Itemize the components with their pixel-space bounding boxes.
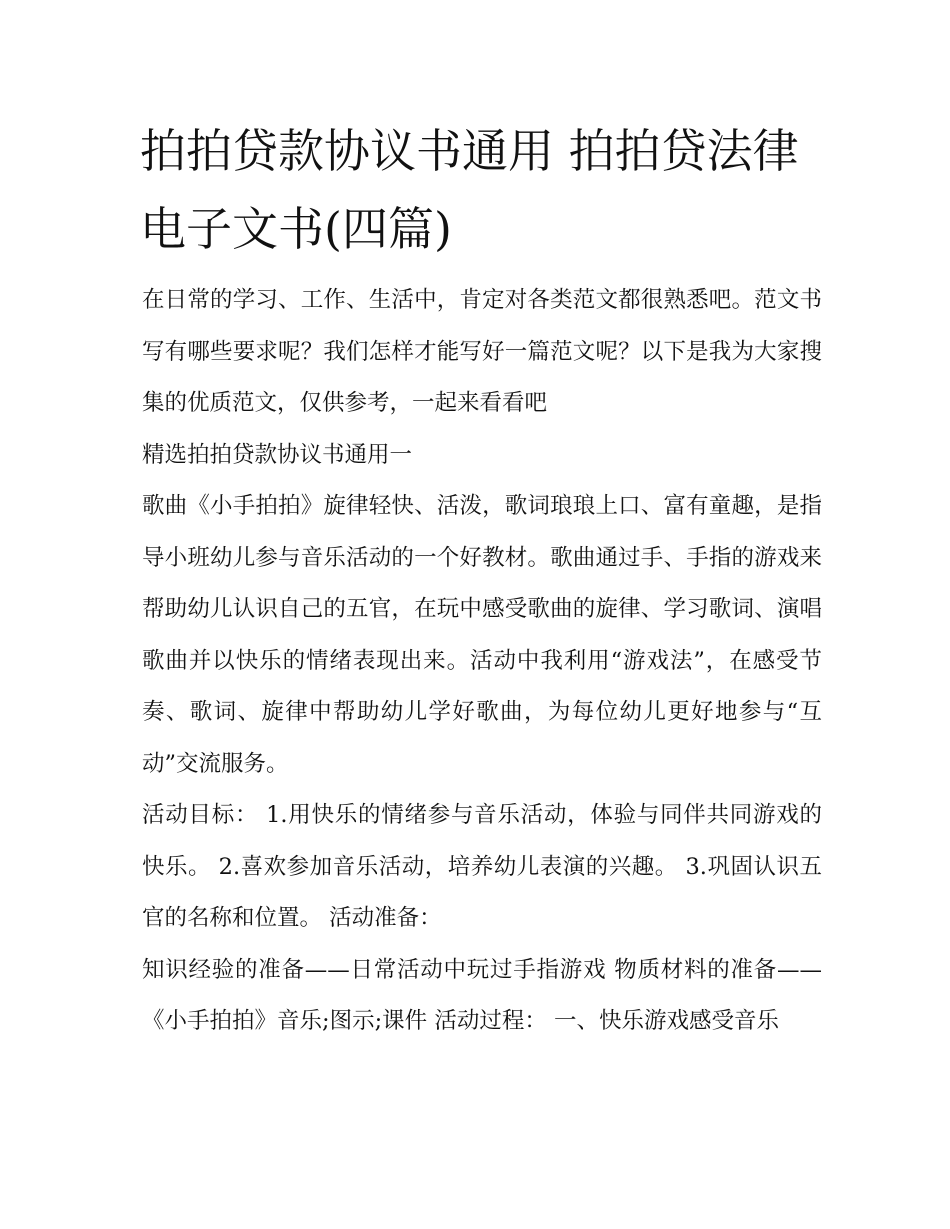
song-description-paragraph: 歌曲《小手拍拍》旋律轻快、活泼，歌词琅琅上口、富有童趣，是指导小班幼儿参与音乐活动的一个好教材。歌曲通过手、手指的游戏来帮助幼儿认识自己的五官，在玩中感受歌曲的旋律、学习歌词、演唱歌曲并以快乐的情绪表现出来。活动中我利用“游戏法”，在感受节奏、歌词、旋律中帮助幼儿学好歌曲，为每位幼儿更好地参与“互动”交流服务。 xyxy=(142,493,822,777)
activity-preparation-paragraph: 知识经验的准备——日常活动中玩过手指游戏 物质材料的准备——《小手拍拍》音乐;图示;课件 活动过程： 一、快乐游戏感受音乐 xyxy=(142,956,822,1034)
document-title: 拍拍贷款协议书通用 拍拍贷法律电子文书(四篇) xyxy=(140,124,799,256)
intro-paragraph: 在日常的学习、工作、生活中，肯定对各类范文都很熟悉吧。范文书写有哪些要求呢？我们怎样才能写好一篇范文呢？以下是我为大家搜集的优质范文，仅供参考，一起来看看吧 xyxy=(142,287,822,416)
document-body xyxy=(142,275,822,1048)
section-heading: 精选拍拍贷款协议书通用一 xyxy=(142,441,413,468)
activity-goals-paragraph: 活动目标： 1.用快乐的情绪参与音乐活动，体验与同伴共同游戏的快乐。 2.喜欢参加音乐活动，培养幼儿表演的兴趣。 3.巩固认识五官的名称和位置。 活动准备： xyxy=(142,802,822,931)
